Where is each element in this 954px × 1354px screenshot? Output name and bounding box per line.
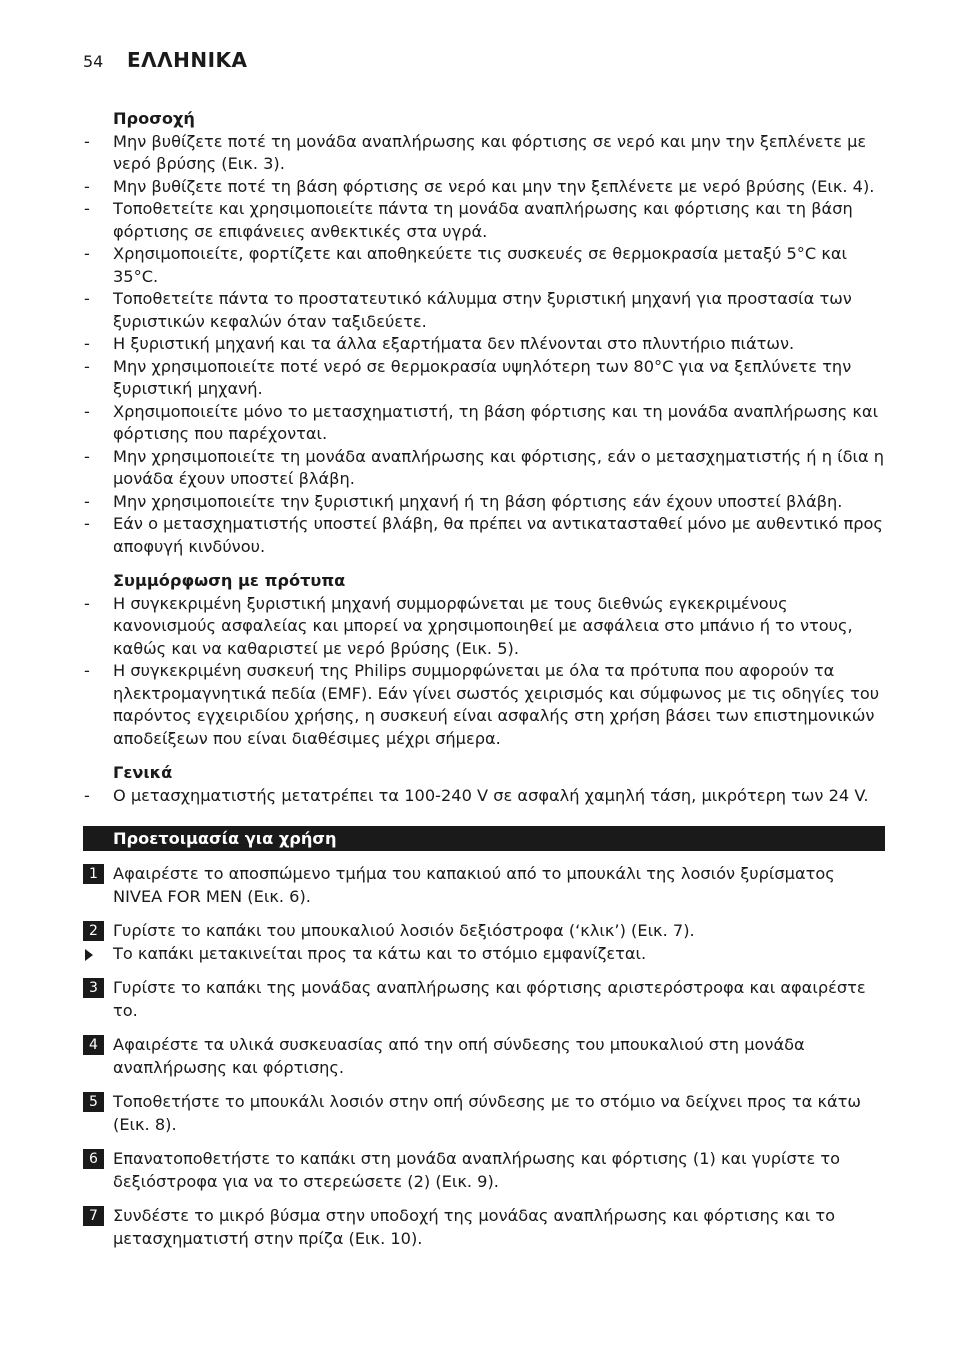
step-block: [83, 1148, 887, 1193]
caution-heading: Προσοχή: [113, 109, 195, 128]
bullet-text: Ο μετασχηματιστής μετατρέπει τα 100-240 V σε ασφαλή χαμηλή τάση, μικρότερη των 24 V.: [113, 785, 869, 805]
step-text: Αφαιρέστε το αποσπώμενο τμήμα του καπακιού από το μπουκάλι της λοσιόν ξυρίσματος NIVEA FOR MEN (Εικ. 6).: [113, 864, 835, 906]
bullet-text: Μην χρησιμοποιείτε ποτέ νερό σε θερμοκρασία υψηλότερη των 80°C για να ξεπλύνετε την ξυριστική μηχανή.: [113, 356, 852, 398]
step-item: [83, 920, 887, 943]
bullet-dash: -: [84, 289, 90, 308]
bullet-text: Η συγκεκριμένη συσκευή της Philips συμμορφώνεται με όλα τα πρότυπα που αφορούν τα ηλεκτρομαγνητικά πεδία (EMF). Εάν γίνει σωστός χειρισμός και σύμφωνος με τις οδηγίες του παρόντος εγχειριδίου χρήσης, η συσκευή είναι ασφαλής στη χρήση βάσει των επιστημονικών αποδείξεων που είναι διαθέσιμες μέχρι σήμερα.: [113, 661, 880, 748]
step-number: 5: [83, 1092, 104, 1112]
caution-section: [83, 108, 887, 558]
step-text: Συνδέστε το μικρό βύσμα στην υποδοχή της μονάδας αναπλήρωσης και φόρτισης και το μετασχηματιστή στην πρίζα (Εικ. 10).: [113, 1206, 836, 1248]
caution-list: [83, 131, 887, 559]
steps-list: [83, 863, 887, 1250]
bullet-dash: -: [84, 593, 90, 613]
step-result-text: Το καπάκι μετακινείται προς τα κάτω και το στόμιο εμφανίζεται.: [113, 943, 647, 963]
bullet-dash: -: [84, 356, 90, 376]
bullet-item: [83, 131, 887, 176]
bullet-dash: -: [84, 785, 90, 805]
bullet-item: [83, 288, 887, 333]
step-block: [83, 1205, 887, 1250]
bullet-item: [83, 176, 887, 199]
step-item: [83, 1034, 887, 1079]
compliance-heading: Συμμόρφωση με πρότυπα: [113, 571, 346, 590]
bullet-dash: -: [84, 199, 90, 218]
bullet-item: [83, 356, 887, 401]
general-section: [83, 762, 887, 807]
step-block: [83, 1034, 887, 1079]
step-text: Γυρίστε το καπάκι του μπουκαλιού λοσιόν δεξιόστροφα (‘κλικ’) (Εικ. 7).: [113, 921, 695, 940]
step-result: [83, 943, 887, 966]
step-number: 3: [83, 978, 104, 998]
step-item: [83, 1205, 887, 1250]
bullet-dash: -: [84, 491, 90, 511]
result-arrow-icon: [85, 949, 93, 961]
bullet-dash: -: [84, 514, 90, 533]
bullet-dash: -: [84, 661, 90, 680]
bullet-text: Η συγκεκριμένη ξυριστική μηχανή συμμορφώνεται με τους διεθνώς εγκεκριμένους κανονισμούς ασφαλείας και μπορεί να χρησιμοποιηθεί με ασφάλεια στο μπάνιο ή το ντους, καθώς και να καθαριστεί με νερό βρύσης (Εικ. 5).: [113, 593, 853, 658]
bullet-dash: -: [84, 176, 90, 196]
step-number: 1: [83, 864, 104, 884]
bullet-item: [83, 446, 887, 491]
compliance-section: [83, 570, 887, 750]
step-text: Αφαιρέστε τα υλικά συσκευασίας από την οπή σύνδεσης του μπουκαλιού στη μονάδα αναπλήρωσης και φόρτισης.: [113, 1035, 805, 1077]
step-item: [83, 977, 887, 1022]
bullet-item: [83, 785, 887, 808]
bullet-text: Εάν ο μετασχηματιστής υποστεί βλάβη, θα πρέπει να αντικατασταθεί μόνο με αυθεντικό προς αποφυγή κινδύνου.: [113, 514, 883, 556]
step-item: [83, 863, 887, 908]
bullet-dash: -: [84, 446, 90, 466]
bullet-text: Χρησιμοποιείτε, φορτίζετε και αποθηκεύετε τις συσκευές σε θερμοκρασία μεταξύ 5°C και 35°C.: [113, 244, 848, 286]
step-item: [83, 1148, 887, 1193]
preparation-heading: Προετοιμασία για χρήση: [83, 826, 885, 851]
bullet-dash: -: [84, 244, 90, 263]
page-header: [83, 48, 248, 74]
bullet-item: [83, 198, 887, 243]
bullet-dash: -: [84, 334, 90, 353]
step-number: 6: [83, 1149, 104, 1169]
bullet-dash: -: [84, 401, 90, 421]
page-content: [83, 108, 887, 1250]
step-item: [83, 1091, 887, 1136]
bullet-text: Η ξυριστική μηχανή και τα άλλα εξαρτήματα δεν πλένονται στο πλυντήριο πιάτων.: [113, 334, 795, 353]
bullet-text: Μην βυθίζετε ποτέ τη βάση φόρτισης σε νερό και μην την ξεπλένετε με νερό βρύσης (Εικ. 4).: [113, 176, 875, 196]
step-text: Τοποθετήστε το μπουκάλι λοσιόν στην οπή σύνδεσης με το στόμιο να δείχνει προς τα κάτω (Εικ. 8).: [113, 1092, 861, 1134]
language-title: ΕΛΛΗΝΙΚΑ: [127, 48, 248, 72]
bullet-item: [83, 660, 887, 750]
step-block: [83, 977, 887, 1022]
page-number: 54: [83, 52, 104, 71]
bullet-item: [83, 513, 887, 558]
bullet-text: Μην χρησιμοποιείτε τη μονάδα αναπλήρωσης και φόρτισης, εάν ο μετασχηματιστής ή η ίδια η μονάδα έχουν υποστεί βλάβη.: [113, 446, 885, 488]
bullet-text: Μην βυθίζετε ποτέ τη μονάδα αναπλήρωσης και φόρτισης σε νερό και μην την ξεπλένετε με νερό βρύσης (Εικ. 3).: [113, 131, 867, 173]
step-block: [83, 1091, 887, 1136]
preparation-section: [83, 826, 887, 1250]
bullet-item: [83, 401, 887, 446]
bullet-item: [83, 491, 887, 514]
bullet-text: Τοποθετείτε πάντα το προστατευτικό κάλυμμα στην ξυριστική μηχανή για προστασία των ξυριστικών κεφαλών όταν ταξιδεύετε.: [113, 289, 852, 331]
step-text: Επανατοποθετήστε το καπάκι στη μονάδα αναπλήρωσης και φόρτισης (1) και γυρίστε το δεξιόστροφα για να το στερεώσετε (2) (Εικ. 9).: [113, 1149, 841, 1191]
step-number: 4: [83, 1035, 104, 1055]
general-list: [83, 785, 887, 808]
bullet-text: Μην χρησιμοποιείτε την ξυριστική μηχανή ή τη βάση φόρτισης εάν έχουν υποστεί βλάβη.: [113, 491, 843, 511]
step-number: 7: [83, 1206, 104, 1226]
step-number: 2: [83, 921, 104, 941]
bullet-dash: -: [84, 131, 90, 151]
general-heading: Γενικά: [113, 763, 173, 782]
bullet-text: Χρησιμοποιείτε μόνο το μετασχηματιστή, τη βάση φόρτισης και τη μονάδα αναπλήρωσης και φόρτισης που παρέχονται.: [113, 401, 879, 443]
bullet-text: Τοποθετείτε και χρησιμοποιείτε πάντα τη μονάδα αναπλήρωσης και φόρτισης και τη βάση φόρτισης σε επιφάνειες ανθεκτικές στα υγρά.: [113, 199, 853, 241]
compliance-list: [83, 593, 887, 751]
step-text: Γυρίστε το καπάκι της μονάδας αναπλήρωσης και φόρτισης αριστερόστροφα και αφαιρέστε το.: [113, 978, 866, 1020]
bullet-item: [83, 243, 887, 288]
bullet-item: [83, 333, 887, 356]
bullet-item: [83, 593, 887, 661]
step-block: [83, 863, 887, 908]
step-block: [83, 920, 887, 965]
